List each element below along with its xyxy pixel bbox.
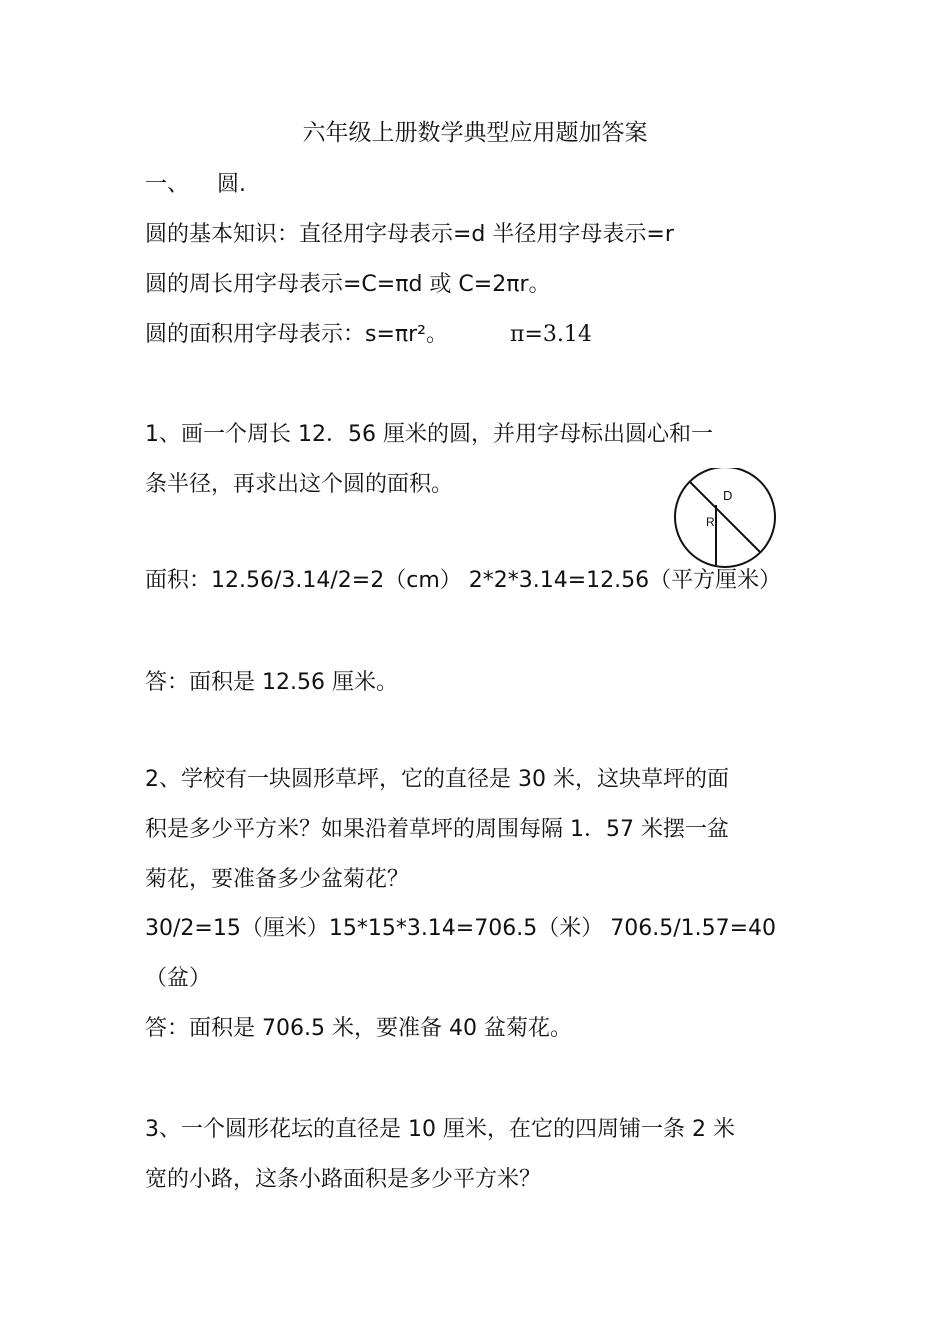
q2-answer: 答：面积是 706.5 米，要准备 40 盆菊花。 xyxy=(145,1016,572,1041)
circle-diagram xyxy=(668,468,784,568)
q2-work-line-2: （盆） xyxy=(145,966,212,991)
q2-work-line-1: 30/2=15（厘米）15*15*3.14=706.5（米） 706.5/1.57=40 xyxy=(145,916,777,941)
q1-work: 面积：12.56/3.14/2=2（cm） 2*2*3.14=12.56（平方厘米） xyxy=(145,568,782,593)
q1-question-line-1: 1、画一个周长 12．56 厘米的圆，并用字母标出圆心和一 xyxy=(145,422,713,447)
page-title: 六年级上册数学典型应用题加答案 xyxy=(302,120,648,146)
q2-question-line-1: 2、学校有一块圆形草坪，它的直径是 30 米，这块草坪的面 xyxy=(145,767,729,792)
q1-question-line-2: 条半径，再求出这个圆的面积。 xyxy=(145,472,454,497)
basics-line-3 xyxy=(145,320,592,350)
q1-answer: 答：面积是 12.56 厘米。 xyxy=(145,670,398,695)
section-heading xyxy=(145,170,246,200)
pi-value: π=3.14 xyxy=(510,322,592,347)
section-number: 一、 xyxy=(145,172,190,197)
q3-question-line-1: 3、一个圆形花坛的直径是 10 厘米，在它的四周铺一条 2 米 xyxy=(145,1117,735,1142)
basics-line-2: 圆的周长用字母表示=C=πd 或 C=2πr。 xyxy=(145,272,551,297)
basics-line-1: 圆的基本知识：直径用字母表示=d 半径用字母表示=r xyxy=(145,222,674,247)
q2-question-line-3: 菊花，要准备多少盆菊花？ xyxy=(145,867,410,892)
q2-question-line-2: 积是多少平方米？如果沿着草坪的周围每隔 1．57 米摆一盆 xyxy=(145,817,729,842)
diameter-label: D xyxy=(723,488,733,503)
section-name: 圆. xyxy=(217,172,247,197)
area-formula: 圆的面积用字母表示：s=πr²。 xyxy=(145,322,449,347)
radius-label: R xyxy=(706,515,715,529)
q3-question-line-2: 宽的小路，这条小路面积是多少平方米？ xyxy=(145,1167,542,1192)
